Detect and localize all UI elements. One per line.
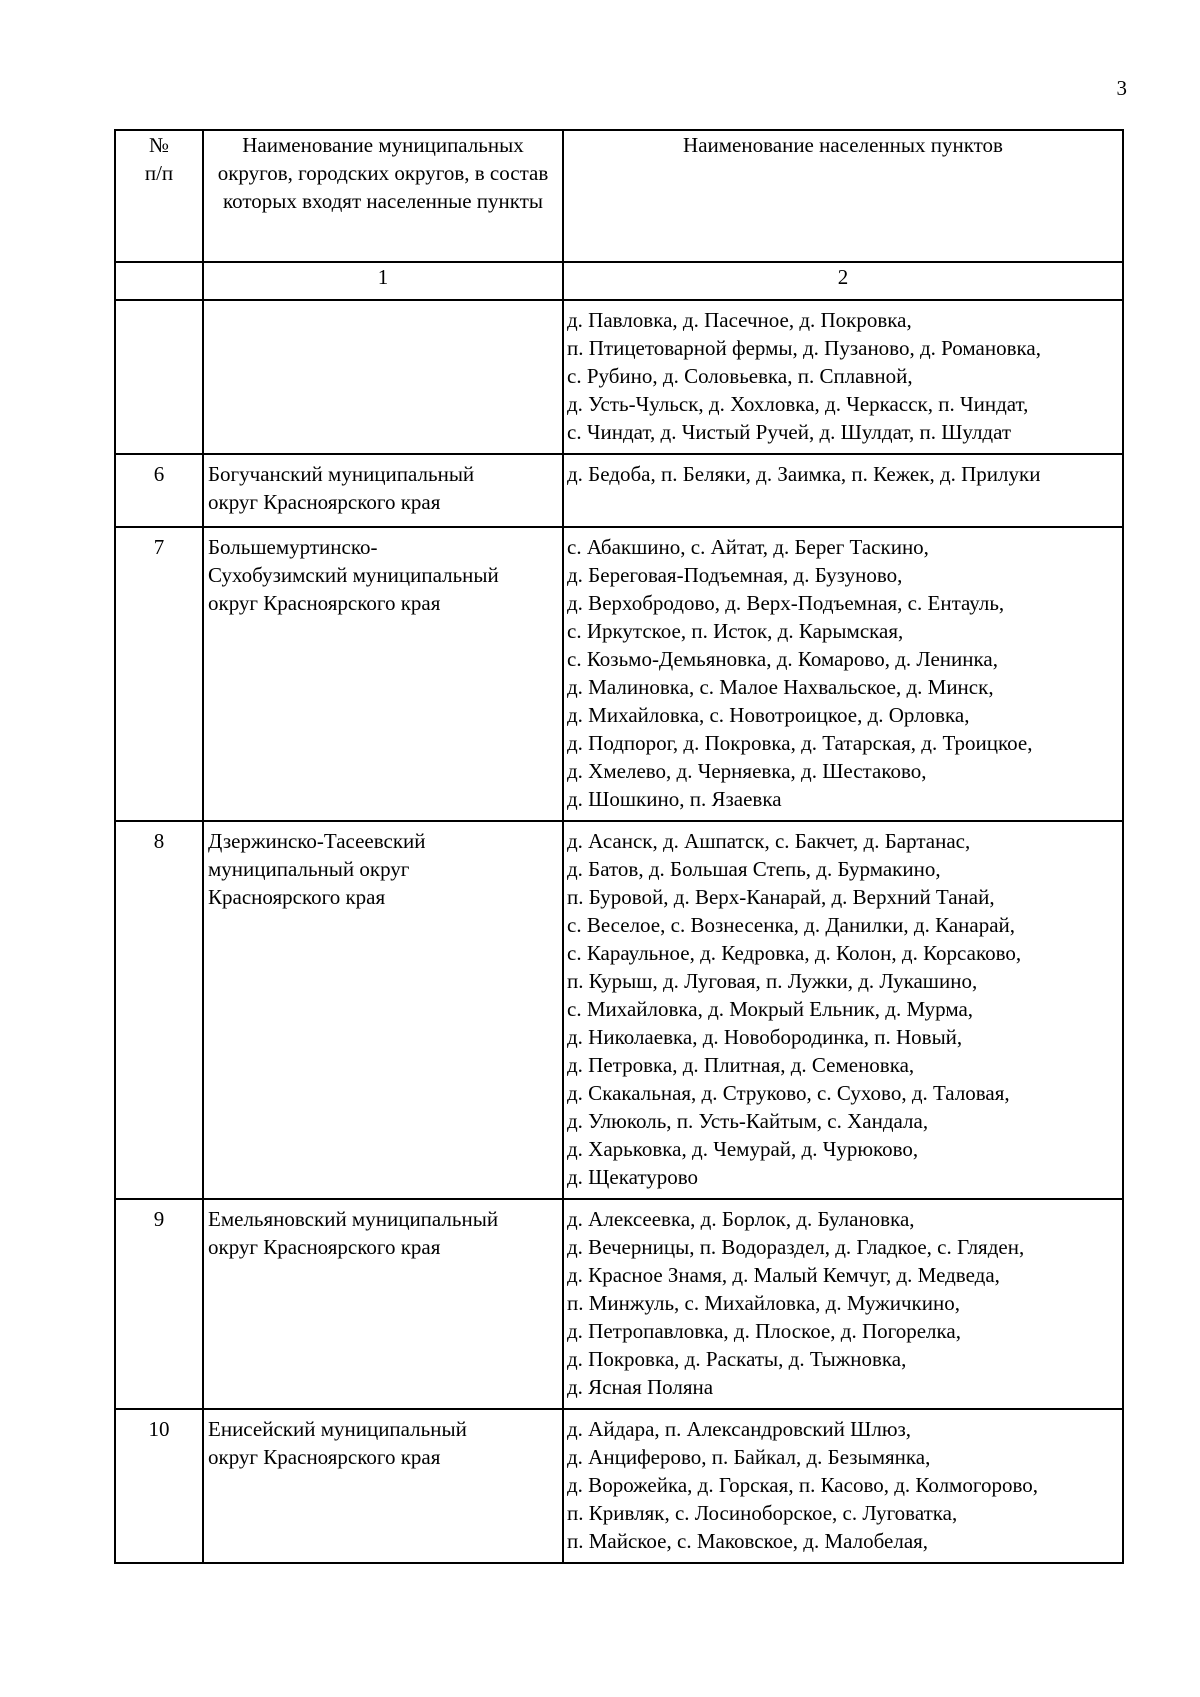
settlement-line: д. Николаевка, д. Новобородинка, п. Новый, <box>567 1025 963 1049</box>
settlement-line: д. Асанск, д. Ашпатск, с. Бакчет, д. Бартанас, <box>567 829 971 853</box>
settlement-line: д. Петровка, д. Плитная, д. Семеновка, <box>567 1053 915 1077</box>
settlement-line: д. Харьковка, д. Чемурай, д. Чурюково, <box>567 1137 919 1161</box>
settlements-table <box>114 129 1124 1564</box>
row-district: Дзержинско-Тасеевский муниципальный округ Красноярского края <box>203 821 563 1199</box>
column-index-row <box>115 262 1123 300</box>
settlement-line: д. Анциферово, п. Байкал, д. Безымянка, <box>567 1445 931 1469</box>
settlement-line: п. Птицетоварной фермы, д. Пузаново, д. Романовка, <box>567 336 1041 360</box>
settlement-line: д. Хмелево, д. Черняевка, д. Шестаково, <box>567 759 927 783</box>
settlement-line: д. Шошкино, п. Язаевка <box>567 787 782 811</box>
settlement-line: д. Усть-Чульск, д. Хохловка, д. Черкасск, п. Чиндат, <box>567 392 1029 416</box>
column-index-1: 1 <box>203 262 563 300</box>
settlement-line: д. Айдара, п. Александровский Шлюз, <box>567 1417 912 1441</box>
settlement-line: д. Береговая-Подъемная, д. Бузуново, <box>567 563 903 587</box>
row-number: 7 <box>115 527 203 821</box>
row-district: Большемуртинско- Сухобузимский муниципальный округ Красноярского края <box>203 527 563 821</box>
table-row <box>115 454 1123 527</box>
column-index-2: 2 <box>563 262 1123 300</box>
settlement-line: д. Подпорог, д. Покровка, д. Татарская, д. Троицкое, <box>567 731 1033 755</box>
settlement-line: с. Рубино, д. Соловьевка, п. Сплавной, <box>567 364 913 388</box>
settlement-line: д. Верхобродово, д. Верх-Подъемная, с. Ентауль, <box>567 591 1005 615</box>
row-places <box>563 527 1123 821</box>
row-district <box>203 300 563 454</box>
row-places <box>563 300 1123 454</box>
settlement-line: д. Щекатурово <box>567 1165 699 1189</box>
row-places <box>563 454 1123 527</box>
settlement-line: с. Караульное, д. Кедровка, д. Колон, д. Корсаково, <box>567 941 1022 965</box>
header-district: Наименование муниципальных округов, городских округов, в состав которых входят населенные пункты <box>203 130 563 262</box>
row-number: 8 <box>115 821 203 1199</box>
row-places <box>563 1409 1123 1563</box>
settlement-line: д. Ворожейка, д. Горская, п. Касово, д. Колмогорово, <box>567 1473 1038 1497</box>
settlement-line: д. Вечерницы, п. Водораздел, д. Гладкое, с. Гляден, <box>567 1235 1025 1259</box>
table-row <box>115 1199 1123 1409</box>
settlement-line: д. Скакальная, д. Струково, с. Сухово, д. Таловая, <box>567 1081 1010 1105</box>
table-body <box>115 300 1123 1563</box>
table-row <box>115 1409 1123 1563</box>
settlement-line: п. Минжуль, с. Михайловка, д. Мужичкино, <box>567 1291 960 1315</box>
settlement-line: п. Кривляк, с. Лосиноборское, с. Луговатка, <box>567 1501 958 1525</box>
settlement-line: с. Чиндат, д. Чистый Ручей, д. Шулдат, п. Шулдат <box>567 420 1012 444</box>
table-row <box>115 300 1123 454</box>
settlement-line: с. Абакшино, с. Айтат, д. Берег Таскино, <box>567 535 929 559</box>
settlement-line: д. Бедоба, п. Беляки, д. Заимка, п. Кежек, д. Прилуки <box>567 462 1041 486</box>
row-number <box>115 300 203 454</box>
settlement-line: с. Иркутское, п. Исток, д. Карымская, <box>567 619 904 643</box>
table-row <box>115 527 1123 821</box>
page-number: 3 <box>1116 76 1127 100</box>
settlement-line: п. Майское, с. Маковское, д. Малобелая, <box>567 1529 929 1553</box>
settlement-line: с. Козьмо-Демьяновка, д. Комарово, д. Ленинка, <box>567 647 998 671</box>
settlement-line: д. Алексеевка, д. Борлок, д. Булановка, <box>567 1207 915 1231</box>
settlement-line: п. Буровой, д. Верх-Канарай, д. Верхний Танай, <box>567 885 995 909</box>
table-header-row <box>115 130 1123 262</box>
row-district: Емельяновский муниципальный округ Красноярского края <box>203 1199 563 1409</box>
row-number: 10 <box>115 1409 203 1563</box>
row-district: Богучанский муниципальный округ Красноярского края <box>203 454 563 527</box>
header-places: Наименование населенных пунктов <box>563 130 1123 262</box>
settlement-line: п. Курыш, д. Луговая, п. Лужки, д. Лукашино, <box>567 969 978 993</box>
row-number: 9 <box>115 1199 203 1409</box>
settlement-line: д. Малиновка, с. Малое Нахвальское, д. Минск, <box>567 675 994 699</box>
settlement-line: с. Веселое, с. Вознесенка, д. Данилки, д. Канарай, <box>567 913 1016 937</box>
settlement-line: д. Красное Знамя, д. Малый Кемчуг, д. Медведа, <box>567 1263 1000 1287</box>
column-index-empty <box>115 262 203 300</box>
row-district: Енисейский муниципальный округ Красноярского края <box>203 1409 563 1563</box>
settlement-line: д. Покровка, д. Раскаты, д. Тыжновка, <box>567 1347 907 1371</box>
settlement-line: д. Ясная Поляна <box>567 1375 714 1399</box>
row-places <box>563 821 1123 1199</box>
settlement-line: д. Петропавловка, д. Плоское, д. Погорелка, <box>567 1319 961 1343</box>
settlement-line: с. Михайловка, д. Мокрый Ельник, д. Мурма, <box>567 997 974 1021</box>
settlement-line: д. Улюколь, п. Усть-Кайтым, с. Хандала, <box>567 1109 929 1133</box>
settlement-line: д. Михайловка, с. Новотроицкое, д. Орловка, <box>567 703 970 727</box>
table-row <box>115 821 1123 1199</box>
row-number: 6 <box>115 454 203 527</box>
row-places <box>563 1199 1123 1409</box>
settlement-line: д. Павловка, д. Пасечное, д. Покровка, <box>567 308 912 332</box>
settlement-line: д. Батов, д. Большая Степь, д. Бурмакино, <box>567 857 941 881</box>
header-number: № п/п <box>115 130 203 262</box>
